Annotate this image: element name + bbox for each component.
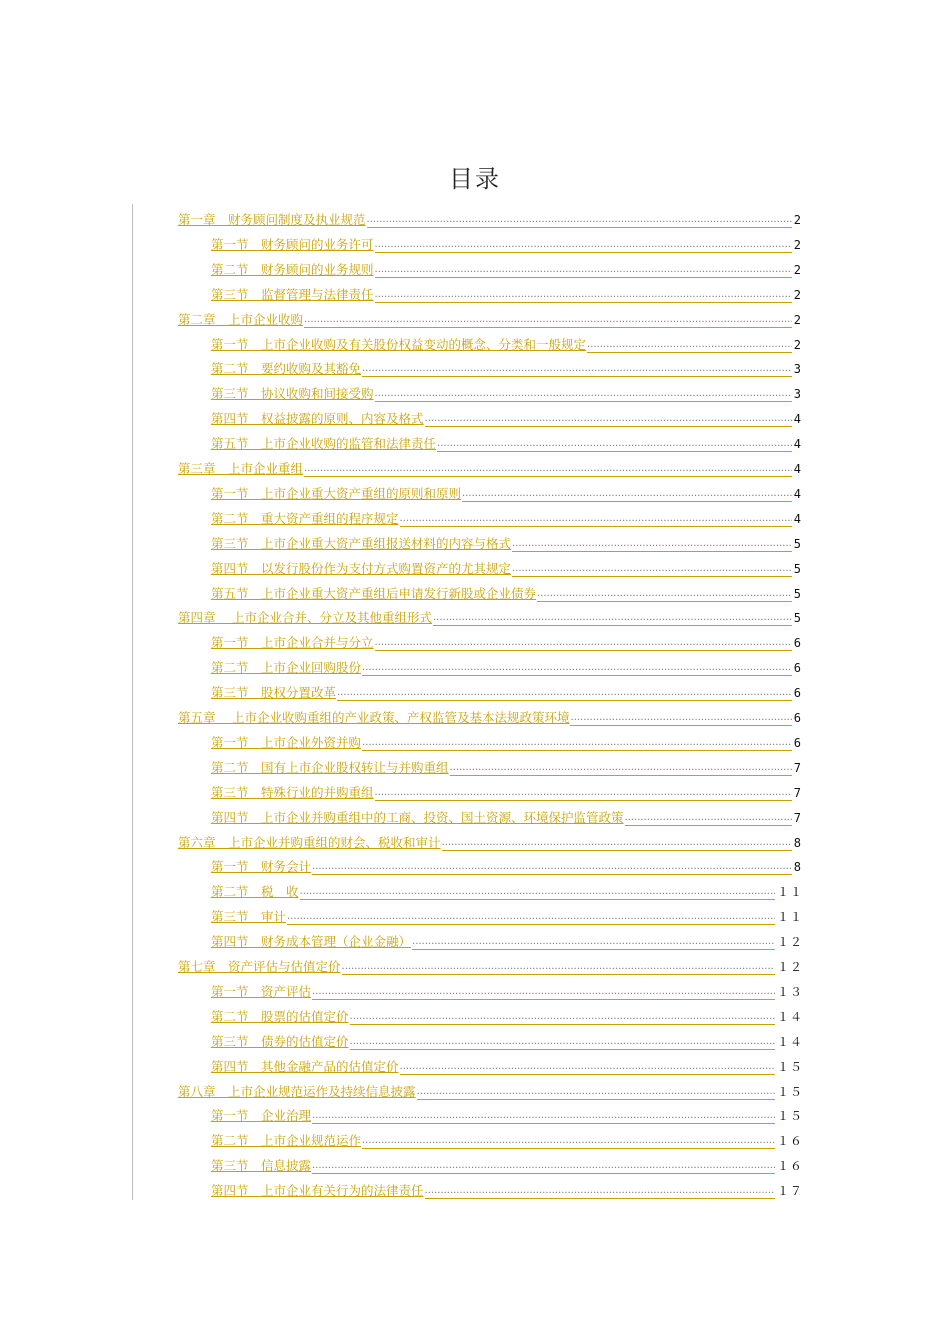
margin-rule: [132, 204, 133, 1200]
toc-page-number: 6: [793, 686, 802, 701]
toc-page-number: １６: [776, 1159, 803, 1174]
toc-page-number: 2: [793, 213, 802, 227]
toc-entry-label: 第三节 上市企业重大资产重组报送材料的内容与格式: [211, 535, 512, 551]
toc-section-link[interactable]: [211, 1127, 803, 1149]
toc-page-number: 2: [793, 287, 802, 302]
toc-entry-label: 第四节 权益披露的原则、内容及格式: [211, 411, 424, 427]
toc-entry-label: 第三节 审计: [211, 909, 287, 925]
toc-section-link[interactable]: [211, 331, 802, 353]
toc-section-link[interactable]: [211, 580, 802, 602]
toc-dot-leader: [400, 512, 792, 527]
toc-page-number: １４: [776, 1009, 803, 1024]
toc-page-number: 4: [793, 462, 802, 476]
toc-dot-leader: [375, 288, 792, 303]
toc-title: 目录: [449, 165, 501, 193]
toc-section-link[interactable]: [211, 878, 803, 900]
toc-dot-leader: [342, 960, 775, 975]
toc-dot-leader: [412, 935, 775, 950]
toc-dot-leader: [462, 487, 792, 502]
toc-dot-leader: [300, 885, 775, 900]
toc-dot-leader: [350, 1010, 775, 1025]
toc-dot-leader: [375, 238, 792, 253]
toc-chapter-link[interactable]: [178, 953, 803, 975]
toc-dot-leader: [417, 1085, 775, 1100]
toc-section-link[interactable]: [211, 654, 802, 676]
toc-dot-leader: [287, 910, 775, 925]
toc-chapter-link[interactable]: [178, 704, 802, 726]
toc-page-number: 2: [793, 312, 802, 327]
toc-entry-label: 第三节 协议收购和间接受购: [211, 386, 374, 402]
toc-entry-label: 第四节 其他金融产品的估值定价: [211, 1058, 399, 1074]
toc-dot-leader: [512, 537, 792, 552]
toc-page-number: １１: [776, 910, 803, 925]
toc-entry-label: 第七章 资产评估与估值定价: [178, 959, 341, 974]
toc-section-link[interactable]: [211, 804, 802, 826]
toc-dot-leader: [362, 1134, 775, 1149]
toc-section-link[interactable]: [211, 779, 802, 801]
toc-entry-label: 第二节 税 收: [211, 884, 299, 900]
toc-page-number: １７: [776, 1184, 803, 1199]
toc-page-number: 5: [793, 536, 802, 551]
toc-page-number: １３: [776, 984, 803, 999]
toc-entry-label: 第三章 上市企业重组: [178, 461, 304, 476]
toc-dot-leader: [304, 462, 792, 477]
toc-section-link[interactable]: [211, 1102, 803, 1124]
toc-page-number: 6: [793, 711, 802, 725]
toc-dot-leader: [512, 562, 792, 577]
toc-entry-label: 第五章 上市企业收购重组的产业政策、产权监管及基本法规政策环境: [178, 710, 570, 725]
toc-section-link[interactable]: [211, 928, 803, 950]
toc-entry-label: 第四节 上市企业并购重组中的工商、投资、国土资源、环境保护监管政策: [211, 809, 624, 825]
toc-section-link[interactable]: [211, 853, 802, 875]
toc-dot-leader: [400, 1060, 775, 1075]
toc-entry-label: 第六章 上市企业并购重组的财会、税收和审计: [178, 834, 441, 850]
toc-dot-leader: [337, 686, 792, 701]
toc-section-link[interactable]: [211, 355, 802, 377]
toc-chapter-link[interactable]: [178, 1078, 803, 1100]
toc-dot-leader: [367, 213, 792, 228]
toc-dot-leader: [350, 1035, 775, 1050]
toc-page-number: 2: [793, 337, 802, 352]
toc-dot-leader: [312, 985, 775, 1000]
toc-dot-leader: [625, 811, 792, 826]
toc-chapter-link[interactable]: [178, 206, 802, 228]
toc-dot-leader: [570, 711, 791, 726]
toc-dot-leader: [304, 313, 792, 328]
toc-dot-leader: [425, 1184, 775, 1199]
toc-entry-label: 第三节 信息披露: [211, 1158, 312, 1174]
toc-section-link[interactable]: [211, 1177, 803, 1199]
toc-page-number: 4: [793, 486, 802, 501]
toc-page-number: １６: [776, 1134, 803, 1149]
toc-page-number: １５: [776, 1084, 803, 1099]
toc-section-link[interactable]: [211, 1028, 803, 1050]
toc-dot-leader: [442, 836, 792, 851]
toc-dot-leader: [587, 338, 792, 353]
toc-dot-leader: [450, 761, 792, 776]
toc-dot-leader: [537, 587, 792, 602]
toc-section-link[interactable]: [211, 530, 802, 552]
toc-page-number: 6: [793, 636, 802, 651]
toc-section-link[interactable]: [211, 629, 802, 651]
toc-chapter-link[interactable]: [178, 604, 802, 626]
toc-entry-label: 第一节 财务会计: [211, 859, 312, 875]
toc-dot-leader: [362, 661, 792, 676]
toc-section-link[interactable]: [211, 231, 802, 253]
toc-entry-label: 第二节 重大资产重组的程序规定: [211, 510, 399, 526]
toc-entry-label: 第二章 上市企业收购: [178, 311, 304, 327]
toc-entry-label: 第三节 股权分置改革: [211, 685, 337, 701]
toc-section-link[interactable]: [211, 903, 803, 925]
toc-entry-label: 第二节 要约收购及其豁免: [211, 361, 362, 377]
toc-section-link[interactable]: [211, 729, 802, 751]
toc-dot-leader: [425, 412, 792, 427]
toc-section-link[interactable]: [211, 978, 803, 1000]
toc-chapter-link[interactable]: [178, 306, 802, 328]
toc-page-number: 4: [793, 412, 802, 427]
toc-section-link[interactable]: [211, 679, 802, 701]
toc-entry-label: 第一节 上市企业收购及有关股份权益变动的概念、分类和一般规定: [211, 336, 587, 352]
toc-entry-label: 第一节 上市企业重大资产重组的原则和原则: [211, 485, 462, 501]
toc-entry-label: 第一节 资产评估: [211, 983, 312, 999]
toc-section-link[interactable]: [211, 430, 802, 452]
toc-dot-leader: [362, 362, 792, 377]
toc-entry-label: 第一节 企业治理: [211, 1108, 312, 1124]
toc-dot-leader: [375, 387, 792, 402]
toc-page-number: １１: [776, 885, 803, 900]
toc-entry-label: 第四节 财务成本管理（企业金融）: [211, 934, 412, 950]
toc-entry-label: 第四节 上市企业有关行为的法律责任: [211, 1183, 424, 1199]
toc-section-link[interactable]: [211, 1003, 803, 1025]
toc-chapter-link[interactable]: [178, 829, 802, 851]
toc-page-number: １２: [776, 935, 803, 950]
toc-page-number: 6: [793, 735, 802, 750]
toc-dot-leader: [312, 1109, 775, 1124]
toc-page-number: 8: [793, 860, 802, 875]
toc-page-number: 5: [793, 611, 802, 626]
toc-entry-label: 第五节 上市企业重大资产重组后申请发行新股或企业债券: [211, 585, 537, 601]
toc-entry-label: 第一节 上市企业合并与分立: [211, 635, 374, 651]
toc-dot-leader: [362, 736, 792, 751]
toc-page-number: 4: [793, 511, 802, 526]
toc-entry-label: 第一节 财务顾问的业务许可: [211, 236, 374, 252]
toc-page-number: 7: [793, 760, 802, 775]
toc-entry-label: 第八章 上市企业规范运作及持续信息披露: [178, 1083, 416, 1099]
toc-entry-label: 第一节 上市企业外资并购: [211, 734, 362, 750]
toc-entry-label: 第四节 以发行股份作为支付方式购置资产的尤其规定: [211, 560, 512, 576]
toc-page-number: 5: [793, 561, 802, 576]
toc-page-number: 5: [793, 586, 802, 601]
toc-page-number: １５: [776, 1109, 803, 1124]
toc-page-number: 2: [793, 262, 802, 277]
toc-section-link[interactable]: [211, 480, 802, 502]
toc-section-link[interactable]: [211, 281, 802, 303]
toc-entry-label: 第三节 债券的估值定价: [211, 1033, 349, 1049]
toc-page-number: 3: [793, 387, 802, 402]
toc-section-link[interactable]: [211, 1152, 803, 1174]
toc-entry-label: 第二节 上市企业回购股份: [211, 660, 362, 676]
toc-section-link[interactable]: [211, 256, 802, 278]
toc-page-number: 8: [793, 835, 802, 850]
toc-chapter-link[interactable]: [178, 455, 802, 477]
toc-dot-leader: [312, 860, 792, 875]
toc-section-link[interactable]: [211, 380, 802, 402]
toc-entry-label: 第二节 国有上市企业股权转让与并购重组: [211, 759, 449, 775]
toc-dot-leader: [433, 611, 792, 626]
toc-dot-leader: [375, 786, 792, 801]
toc-section-link[interactable]: [211, 405, 802, 427]
toc-entry-label: 第一章 财务顾问制度及执业规范: [178, 212, 366, 227]
toc-page-number: １５: [776, 1059, 803, 1074]
toc-entry-label: 第二节 财务顾问的业务规则: [211, 261, 374, 277]
toc-dot-leader: [375, 263, 792, 278]
toc-section-link[interactable]: [211, 555, 802, 577]
toc-page-number: 7: [793, 785, 802, 800]
toc-page-number: １２: [776, 960, 803, 974]
toc-entry-label: 第三节 特殊行业的并购重组: [211, 784, 374, 800]
toc-page-number: １４: [776, 1034, 803, 1049]
toc-section-link[interactable]: [211, 1053, 803, 1075]
toc-entry-label: 第五节 上市企业收购的监管和法律责任: [211, 436, 437, 452]
toc-section-link[interactable]: [211, 505, 802, 527]
toc-dot-leader: [312, 1159, 775, 1174]
toc-page-number: 4: [793, 437, 802, 452]
toc-entry-label: 第四章 上市企业合并、分立及其他重组形式: [178, 610, 432, 626]
toc-dot-leader: [437, 437, 792, 452]
toc-section-link[interactable]: [211, 754, 802, 776]
toc-entry-label: 第三节 监督管理与法律责任: [211, 286, 374, 302]
toc-entry-label: 第二节 股票的估值定价: [211, 1008, 349, 1024]
toc-entry-label: 第二节 上市企业规范运作: [211, 1133, 362, 1149]
toc-page-number: 2: [793, 237, 802, 252]
toc-dot-leader: [375, 636, 792, 651]
toc-page-number: 6: [793, 661, 802, 676]
toc-page-number: 7: [793, 810, 802, 825]
toc-page-number: 3: [793, 362, 802, 377]
